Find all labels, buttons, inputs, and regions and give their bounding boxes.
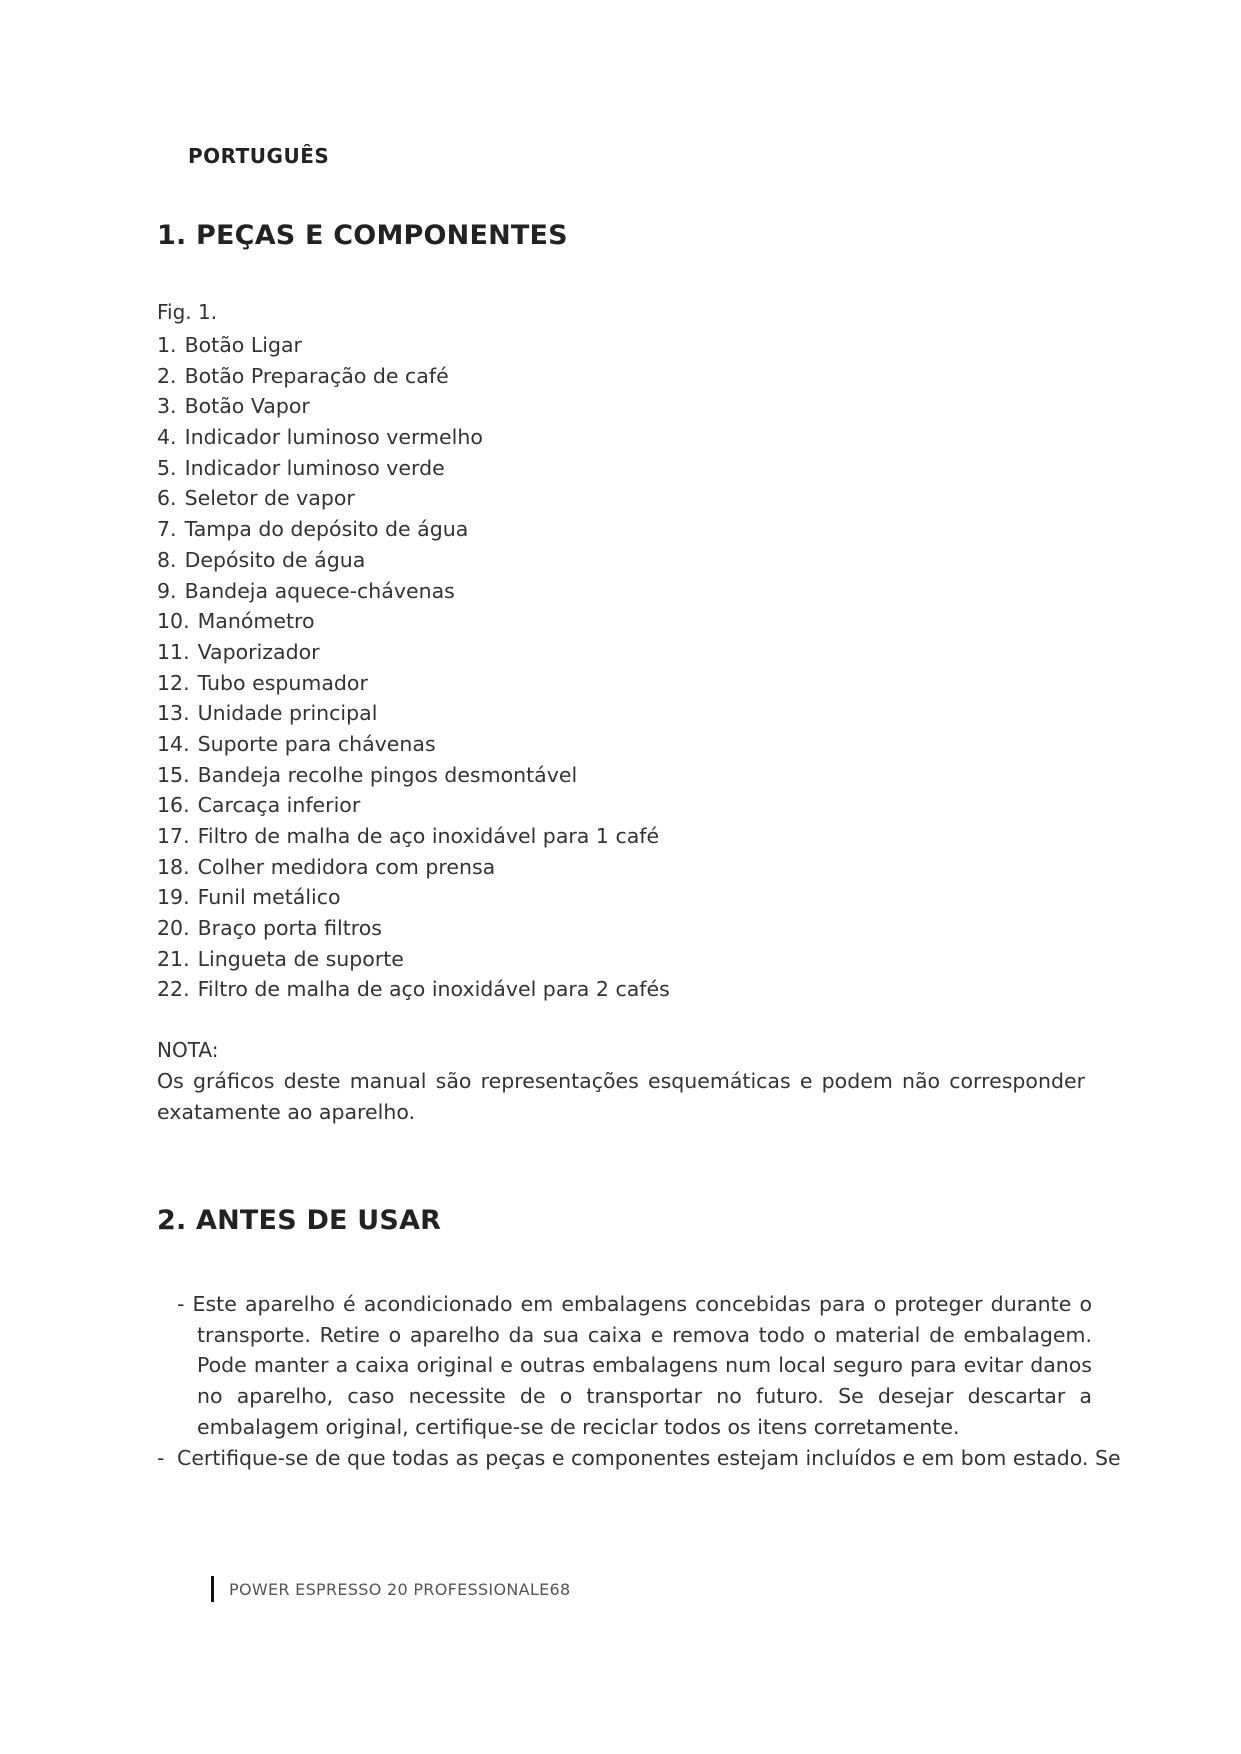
list-item-number: 17. [157, 824, 190, 848]
list-item [157, 606, 670, 637]
bullet-dash: - [177, 1292, 185, 1316]
list-item-number: 4. [157, 425, 177, 450]
list-item-number: 16. [157, 793, 190, 818]
list-item-text: Botão Ligar [184, 333, 302, 357]
list-item-number: 8. [157, 547, 177, 572]
list-item-number: 14. [157, 731, 190, 756]
list-item-number: 15. [157, 762, 190, 787]
list-item-number: 19. [157, 885, 190, 910]
list-item-number: 6. [157, 486, 177, 511]
note-text: Os gráficos deste manual são representações esquemáticas e podem não corresponder exatamente ao aparelho. [157, 1069, 1085, 1124]
list-item [157, 514, 670, 545]
language-heading: PORTUGUÊS [188, 144, 330, 168]
list-item-text: Manómetro [197, 609, 315, 634]
list-item-text: Bandeja aquece-chávenas [184, 578, 455, 603]
list-item-number: 5. [157, 455, 177, 480]
parts-list [157, 330, 670, 1005]
list-item [157, 391, 670, 422]
list-item-number: 18. [157, 854, 190, 879]
list-item-number: 10. [157, 609, 190, 634]
list-item [157, 576, 670, 607]
list-item-text: Depósito de água [184, 547, 366, 572]
page-footer [211, 1576, 570, 1602]
list-item-text: Indicador luminoso vermelho [184, 425, 483, 450]
list-item-text: Unidade principal [197, 701, 378, 726]
figure-label: Fig. 1. [157, 300, 218, 324]
instructions-list [157, 1289, 1121, 1473]
list-item-text: Seletor de vapor [184, 486, 355, 511]
list-item-number: 12. [157, 670, 190, 695]
list-item [157, 361, 670, 392]
list-item-text: Botão Vapor [184, 394, 310, 419]
list-item-text: Braço porta filtros [197, 916, 382, 941]
list-item [157, 422, 670, 453]
list-item-text: Vaporizador [197, 639, 320, 664]
list-item-number: 9. [157, 578, 177, 603]
list-item [157, 821, 670, 852]
instruction-item [157, 1443, 1121, 1474]
list-item-text: Colher medidora com prensa [197, 854, 496, 879]
list-item-text: Funil metálico [197, 885, 341, 910]
list-item-number: 20. [157, 916, 190, 941]
list-item [157, 944, 670, 975]
list-item-number: 7. [157, 517, 177, 542]
list-item-number: 22. [157, 977, 190, 1002]
section-title-before-use: 2. ANTES DE USAR [157, 1205, 442, 1236]
list-item-text: Filtro de malha de aço inoxidável para 1 café [197, 824, 660, 848]
list-item [157, 790, 670, 821]
list-item-number: 2. [157, 363, 177, 388]
list-item [157, 453, 670, 484]
list-item-text: Tampa do depósito de água [184, 517, 469, 542]
list-item-text: Filtro de malha de aço inoxidável para 2 cafés [197, 977, 670, 1002]
footer-product-name: POWER ESPRESSO 20 PROFESSIONALE68 [229, 1579, 571, 1599]
list-item-text: Bandeja recolhe pingos desmontável [197, 762, 578, 787]
instruction-text: Este aparelho é acondicionado em embalagens concebidas para o proteger durante o transporte. Retire o aparelho da sua caixa e remova todo o material de embalagem. Pode manter a caixa original e outras embalagens num local seguro para evitar danos no aparelho, caso necessite de o transportar no futuro. Se desejar descartar a embalagem original, certifique-se de reciclar todos os itens corretamente. [192, 1292, 1092, 1439]
list-item [157, 974, 670, 1005]
list-item [157, 852, 670, 883]
list-item-text: Lingueta de suporte [197, 946, 404, 971]
list-item [157, 882, 670, 913]
bullet-dash: - [157, 1445, 165, 1470]
list-item-text: Suporte para chávenas [197, 731, 436, 756]
list-item-number: 3. [157, 394, 177, 419]
list-item [157, 545, 670, 576]
list-item [157, 637, 670, 668]
list-item [157, 668, 670, 699]
list-item [157, 483, 670, 514]
list-item [157, 760, 670, 791]
instruction-text: Certifique-se de que todas as peças e componentes estejam incluídos e em bom estado. Se [177, 1445, 1121, 1470]
note-label: NOTA: [157, 1038, 219, 1062]
list-item-text: Botão Preparação de café [184, 363, 449, 388]
list-item [157, 698, 670, 729]
list-item-number: 13. [157, 701, 190, 726]
list-item-text: Indicador luminoso verde [184, 455, 445, 480]
list-item [157, 913, 670, 944]
list-item-number: 11. [157, 639, 190, 664]
list-item-number: 21. [157, 946, 190, 971]
list-item-text: Tubo espumador [197, 670, 368, 695]
instruction-item [157, 1289, 1092, 1443]
list-item-text: Carcaça inferior [197, 793, 361, 818]
section-title-parts: 1. PEÇAS E COMPONENTES [157, 220, 568, 251]
footer-divider [211, 1576, 214, 1602]
list-item [157, 729, 670, 760]
list-item [157, 330, 670, 361]
list-item-number: 1. [157, 333, 177, 357]
